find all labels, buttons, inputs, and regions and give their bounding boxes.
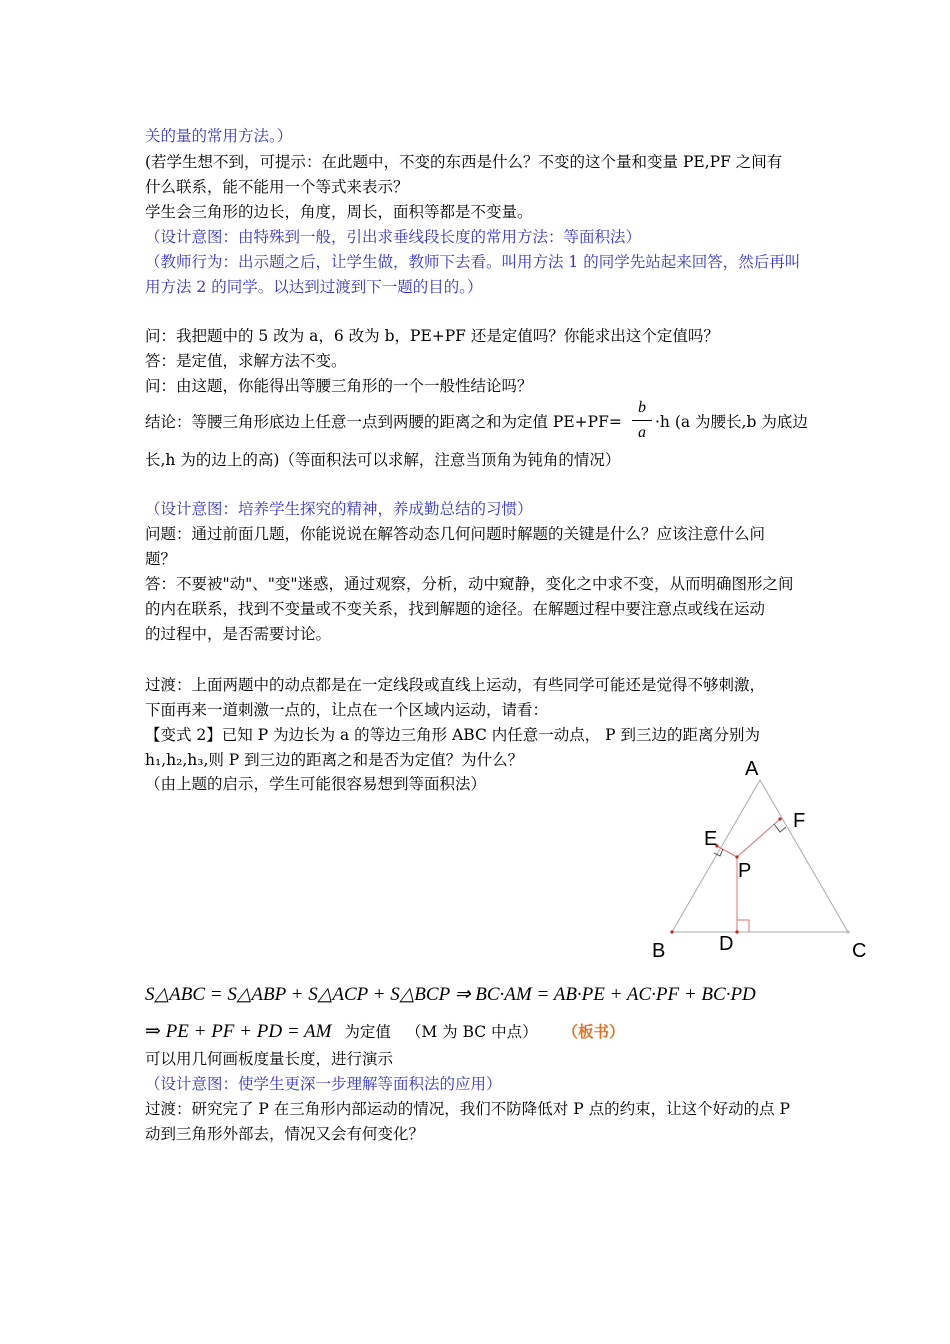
point-c	[846, 930, 849, 933]
answer-line: 答：是定值，求解方法不变。	[145, 352, 347, 370]
fraction-numerator: b	[638, 399, 646, 416]
label-e: E	[704, 828, 718, 850]
point-d	[735, 930, 738, 933]
equation-note: （M 为 BC 中点）	[405, 1023, 538, 1041]
conclusion-line: 长,h 为的边上的高)（等面积法可以求解，注意当顶角为钝角的情况）	[145, 451, 621, 469]
equation-expr: ⇒ PE + PF + PD = AM	[145, 1021, 332, 1042]
label-p: P	[738, 860, 752, 882]
answer-line: 的过程中，是否需要讨论。	[145, 625, 332, 643]
point-p	[735, 855, 738, 858]
equation-text: 为定值	[344, 1023, 391, 1041]
conclusion-equation	[145, 1020, 625, 1043]
problem-line: h₁,h₂,h₃,则 P 到三边的距离之和是否为定值？为什么？	[145, 751, 524, 769]
label-c: C	[852, 940, 867, 962]
teacher-action-line: 用方法 2 的同学。以达到过渡到下一题的目的。）	[145, 278, 483, 296]
design-intent-line: （设计意图：培养学生探究的精神，养成勤总结的习惯）	[145, 500, 533, 518]
text-line: 什么联系，能不能用一个等式来表示？	[145, 178, 409, 196]
point-b	[670, 930, 673, 933]
transition-line: 过渡：研究完了 P 在三角形内部运动的情况，我们不防降低对 P 点的约束，让这个好动的点 P	[145, 1100, 790, 1118]
transition-line: 下面再来一道刺激一点的，让点在一个区域内运动，请看：	[145, 701, 549, 719]
triangle-figure	[640, 750, 880, 970]
answer-line: 的内在联系，找到不变量或不变关系，找到解题的途径。在解题过程中要注意点或线在运动	[145, 600, 766, 618]
perpendicular-pf	[737, 819, 780, 857]
point-f	[778, 817, 781, 820]
text-line: 关的量的常用方法。）	[145, 127, 293, 145]
question-line: 问题：通过前面几题，你能说说在解答动态几何问题时解题的关键是什么？应该注意什么问	[145, 525, 766, 543]
question-line: 问：由这题，你能得出等腰三角形的一个一般性结论吗？	[145, 377, 533, 395]
teacher-action-line: （教师行为：出示题之后，让学生做，教师下去看。叫用方法 1 的同学先站起来回答，然后再叫	[145, 253, 801, 271]
text-line: 可以用几何画板度量长度，进行演示	[145, 1050, 394, 1068]
blackboard-tag: （板书）	[562, 1022, 625, 1041]
triangle-abc	[672, 780, 848, 932]
question-line: 题？	[145, 550, 177, 568]
label-f: F	[793, 810, 806, 832]
design-intent-line: （设计意图：使学生更深一步理解等面积法的应用）	[145, 1075, 502, 1093]
fraction-denominator: a	[638, 424, 646, 441]
area-equation: S△ABC = S△ABP + S△ACP + S△BCP ⇒ BC·AM = AB·PE + AC·PF + BC·PD	[145, 984, 756, 1005]
problem-line: 【变式 2】已知 P 为边长为 a 的等边三角形 ABC 内任意一动点， P 到三边的距离分别为	[145, 726, 761, 744]
fraction-bar	[632, 420, 652, 421]
question-line: 问：我把题中的 5 改为 a，6 改为 b，PE+PF 还是定值吗？你能求出这个定值吗？	[145, 327, 719, 345]
label-b: B	[652, 940, 666, 962]
design-intent-line: （设计意图：由特殊到一般，引出求垂线段长度的常用方法：等面积法）	[145, 228, 642, 246]
right-angle-mark-f	[774, 824, 786, 832]
label-a: A	[745, 758, 759, 780]
hint-line: （由上题的启示，学生可能很容易想到等面积法）	[145, 775, 487, 793]
text-line: (若学生想不到，可提示：在此题中，不变的东西是什么？不变的这个量和变量 PE,PF 之间有	[145, 153, 783, 171]
conclusion-line: 结论：等腰三角形底边上任意一点到两腰的距离之和为定值 PE+PF=	[145, 413, 622, 431]
right-angle-mark-d	[737, 920, 749, 932]
answer-line: 答：不要被"动"、"变"迷惑，通过观察，分析，动中窥静，变化之中求不变，从而明确图形之间	[145, 575, 794, 593]
conclusion-line-tail: ·h (a 为腰长,b 为底边	[655, 413, 808, 431]
text-line: 学生会三角形的边长，角度，周长，面积等都是不变量。	[145, 203, 533, 221]
transition-line: 过渡：上面两题中的动点都是在一定线段或直线上运动，有些同学可能还是觉得不够刺激，	[145, 676, 766, 694]
label-d: D	[719, 933, 734, 955]
transition-line: 动到三角形外部去，情况又会有何变化？	[145, 1125, 425, 1143]
fraction-b-over-a	[632, 398, 652, 443]
